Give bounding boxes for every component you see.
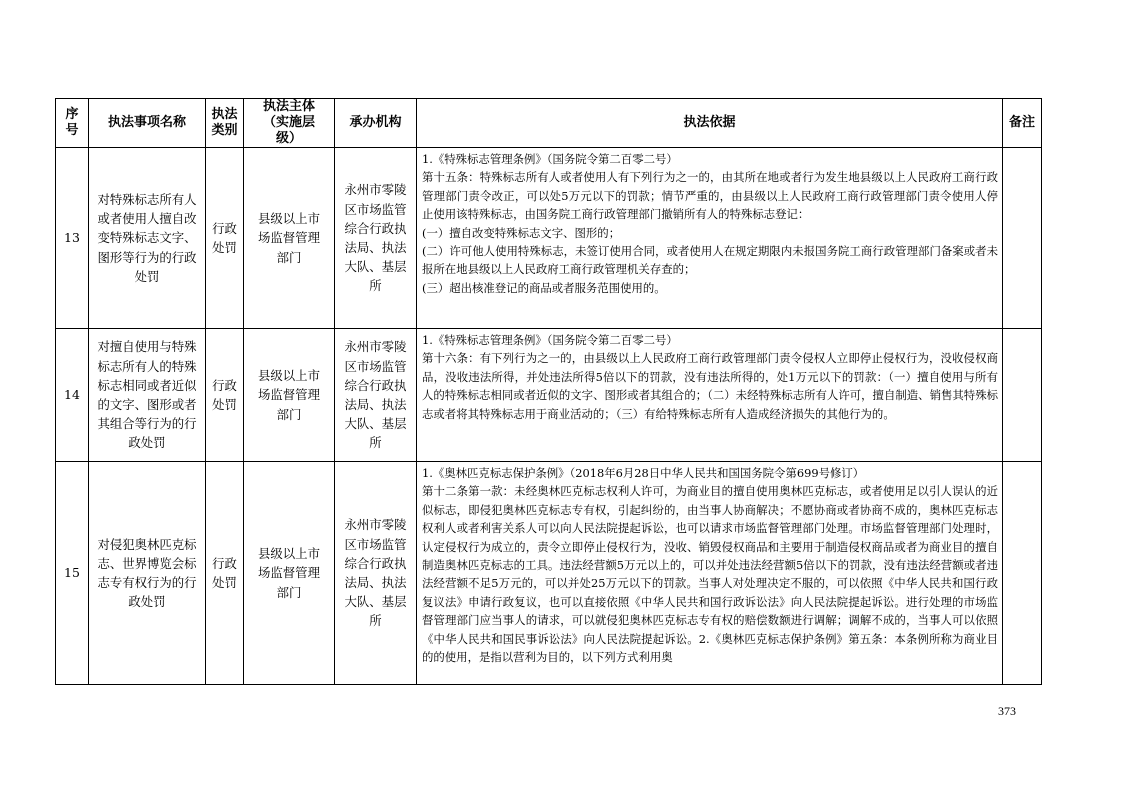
enforcement-table bbox=[55, 98, 1042, 685]
row-agency: 永州市零陵区市场监管综合行政执法局、执法大队、基层所 bbox=[335, 329, 417, 462]
basis-paragraph: (一）擅自改变特殊标志文字、图形的； bbox=[422, 225, 621, 240]
row-name: 对侵犯奥林匹克标志、世界博览会标志专有权行为的行政处罚 bbox=[89, 462, 206, 685]
table-row bbox=[56, 462, 1042, 685]
row-basis bbox=[417, 462, 1003, 685]
row-remark bbox=[1003, 462, 1042, 685]
row-name: 对特殊标志所有人或者使用人擅自改变特殊标志文字、图形等行为的行政处罚 bbox=[89, 148, 206, 329]
row-seq: 13 bbox=[56, 148, 89, 329]
header-agency: 承办机构 bbox=[335, 99, 417, 148]
basis-paragraph: 第十六条：有下列行为之一的，由县级以上人民政府工商行政管理部门责令侵权人立即停止侵权行为，没收侵权商品，没收违法所得，并处违法所得5倍以下的罚款，没有违法所得的，处1万元以下的罚款：（一）擅自使用与所有人的特殊标志相同或者近似的文字、图形或者其组合的；（二）未经特殊标志所有人许可，擅自制造、销售其特殊标志或者将其特殊标志用于商业活动的；（三）有给特殊标志所有人造成经济损失的其他行为的。 bbox=[422, 351, 998, 421]
row-subject: 县级以上市场监督管理部门 bbox=[244, 148, 335, 329]
row-remark bbox=[1003, 148, 1042, 329]
row-seq: 14 bbox=[56, 329, 89, 462]
row-agency: 永州市零陵区市场监管综合行政执法局、执法大队、基层所 bbox=[335, 148, 417, 329]
row-category: 行政处罚 bbox=[206, 329, 244, 462]
header-row bbox=[56, 99, 1042, 148]
table-row bbox=[56, 148, 1042, 329]
row-subject: 县级以上市场监督管理部门 bbox=[244, 329, 335, 462]
row-name: 对擅自使用与特殊标志所有人的特殊标志相同或者近似的文字、图形或者其组合等行为的行政处罚 bbox=[89, 329, 206, 462]
basis-paragraph: (三）超出核准登记的商品或者服务范围使用的。 bbox=[422, 280, 666, 295]
row-remark bbox=[1003, 329, 1042, 462]
basis-paragraph: 1.《特殊标志管理条例》（国务院令第二百零二号） bbox=[422, 333, 678, 347]
header-name: 执法事项名称 bbox=[89, 99, 206, 148]
header-seq: 序号 bbox=[56, 99, 89, 148]
basis-paragraph: 第十五条：特殊标志所有人或者使用人有下列行为之一的，由其所在地或者行为发生地县级以上人民政府工商行政管理部门责令改正，可以处5万元以下的罚款；情节严重的，由县级以上人民政府工商行政管理部门责令使用人停止使用该特殊标志，由国务院工商行政管理部门撤销所有人的特殊标志登记： bbox=[422, 170, 998, 222]
basis-paragraph: 1.《特殊标志管理条例》（国务院令第二百零二号） bbox=[422, 152, 678, 166]
row-basis bbox=[417, 329, 1003, 462]
basis-paragraph: (二）许可他人使用特殊标志，未签订使用合同，或者使用人在规定期限内未报国务院工商行政管理部门备案或者未报所在地县级以上人民政府工商行政管理机关存查的； bbox=[422, 244, 998, 277]
row-category: 行政处罚 bbox=[206, 148, 244, 329]
page-number: 373 bbox=[998, 704, 1016, 718]
table-row bbox=[56, 329, 1042, 462]
basis-paragraph: 第十二条第一款：未经奥林匹克标志权利人许可，为商业目的擅自使用奥林匹克标志，或者使用足以引人误认的近似标志，即侵犯奥林匹克标志专有权，引起纠纷的，由当事人协商解决；不愿协商或者协商不成的，奥林匹克标志权利人或者利害关系人可以向人民法院提起诉讼，也可以请求市场监督管理部门处理。市场监督管理部门处理时，认定侵权行为成立的，责令立即停止侵权行为，没收、销毁侵权商品和主要用于制造侵权商品或者为商业目的擅自制造奥林匹克标志的工具。违法经营额5万元以上的，可以并处违法经营额5倍以下的罚款，没有违法经营额或者违法经营额不足5万元的，可以并处25万元以下的罚款。当事人对处理决定不服的，可以依照《中华人民共和国行政复议法》申请行政复议，也可以直接依照《中华人民共和国行政诉讼法》向人民法院提起诉讼。进行处理的市场监督管理部门应当事人的请求，可以就侵犯奥林匹克标志专有权的赔偿数额进行调解；调解不成的，当事人可以依照《中华人民共和国民事诉讼法》向人民法院提起诉讼。2.《奥林匹克标志保护条例》第五条：本条例所称为商业目的的使用，是指以营利为目的，以下列方式利用奥 bbox=[422, 484, 998, 665]
row-subject: 县级以上市场监督管理部门 bbox=[244, 462, 335, 685]
header-remark: 备注 bbox=[1003, 99, 1042, 148]
row-basis bbox=[417, 148, 1003, 329]
row-agency: 永州市零陵区市场监管综合行政执法局、执法大队、基层所 bbox=[335, 462, 417, 685]
row-category: 行政处罚 bbox=[206, 462, 244, 685]
header-subject: 执法主体（实施层级） bbox=[244, 99, 335, 148]
basis-paragraph: 1.《奥林匹克标志保护条例》（2018年6月28日中华人民共和国国务院令第699号修订） bbox=[422, 466, 865, 480]
row-seq: 15 bbox=[56, 462, 89, 685]
header-basis: 执法依据 bbox=[417, 99, 1003, 148]
header-category: 执法类别 bbox=[206, 99, 244, 148]
